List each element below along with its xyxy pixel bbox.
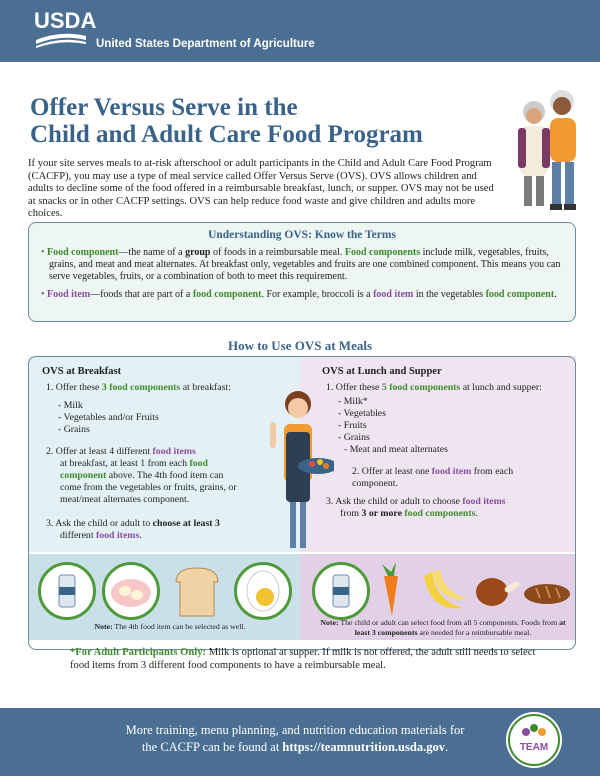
boiled-egg-icon	[234, 562, 292, 620]
term-emphasis: group	[185, 247, 211, 258]
lunch-heading: OVS at Lunch and Supper	[322, 366, 442, 377]
step-text: 1. Offer these	[46, 382, 102, 393]
step-components: food component	[60, 458, 208, 481]
step-text: 1. Offer these	[326, 382, 382, 393]
list-item: - Fruits	[338, 420, 367, 431]
chicken-leg-icon	[468, 562, 526, 620]
step-text: at lunch and supper:	[460, 382, 542, 393]
intro-paragraph: If your site serves meals to at-risk afterschool or adult participants in the Child and Adult Care Food Program (CACFP), you may use a type of meal service called Offer Versus Serve (OVS). OVS allows children and adults to decline some of the food offered in a reimbursable breakfast, lunch, or supper. OVS may not be used at snacks or in other CACFP settings. OVS can help reduce food waste and give children and adults more choices.	[28, 158, 494, 219]
step-text: above. The 4th food item can come from the vegetables or fruits, grains, or meat/meat alternates component.	[60, 470, 237, 505]
usda-wordmark: USDA	[34, 8, 97, 33]
team-nutrition-badge-icon	[506, 712, 562, 768]
breakfast-step-2	[46, 446, 246, 506]
step-text: at breakfast:	[180, 382, 231, 393]
term-label: Food components	[344, 247, 421, 258]
bullet-icon: •	[41, 289, 48, 300]
step-components: food components	[401, 508, 476, 519]
step-text: 3. Ask the child or adult to choose	[326, 496, 463, 507]
term-label: Food component	[47, 247, 119, 258]
step-components: 3 food components	[101, 382, 181, 393]
adult-note-text: Milk is optional at supper. If milk is not offered, the adult still needs to select food items from 3 different food components to have a reimbursable meal.	[70, 647, 536, 671]
milk-icon	[38, 562, 96, 620]
term-label: food component	[485, 289, 555, 300]
term-label: food component	[192, 289, 262, 300]
step-text: from	[340, 508, 362, 519]
term-text: .	[554, 289, 557, 300]
step-text: at breakfast, at least 1 from each	[60, 458, 190, 469]
carrot-icon	[362, 562, 420, 620]
term-food-item	[39, 289, 569, 301]
breakfast-heading: OVS at Breakfast	[42, 366, 122, 377]
note-label: Note:	[320, 618, 339, 627]
department-name: United States Department of Agriculture	[96, 38, 315, 50]
step-text: 3. Ask the child or adult to	[46, 518, 153, 529]
list-item: - Milk*	[338, 396, 368, 407]
step-emphasis: 3 or more	[361, 508, 402, 519]
bananas-icon	[414, 562, 472, 620]
breakfast-note	[60, 622, 280, 632]
lunch-components-list	[338, 396, 538, 456]
step-text: 2. Offer at least 4 different	[46, 446, 153, 457]
terms-list	[39, 247, 569, 307]
term-text: in the vegetables	[413, 289, 486, 300]
note-emphasis: at least 3 components	[354, 618, 566, 637]
step-text: from each component.	[352, 466, 514, 489]
step-text: .	[139, 530, 142, 541]
term-label: Food item	[47, 289, 91, 300]
lunch-note	[312, 618, 574, 637]
breakfast-step-1	[46, 382, 246, 394]
breakfast-step-3	[46, 518, 256, 542]
lunch-step-2	[352, 466, 552, 490]
term-text: —the name of a	[118, 247, 186, 258]
list-item: - Milk	[58, 400, 83, 411]
server-woman-illustration	[262, 386, 334, 556]
terms-title: Understanding OVS: Know the Terms	[208, 229, 396, 241]
footer-text	[60, 722, 530, 756]
page-title	[30, 94, 500, 148]
footer-line-1: More training, menu planning, and nutrition education materials for	[125, 723, 465, 737]
list-item: - Meat and meat alternates	[344, 444, 448, 455]
footer-line-2: the CACFP can be found at	[141, 740, 283, 754]
seniors-illustration	[506, 86, 590, 216]
note-text: The 4th food item can be selected as well.	[112, 622, 246, 631]
term-food-component	[39, 247, 569, 283]
footer-line-2-end: .	[444, 740, 449, 754]
note-text: are needed for a reimbursable meal.	[417, 627, 532, 637]
step-text: different	[60, 530, 96, 541]
note-label: Note:	[94, 622, 113, 631]
term-text: —foods that are part of a	[90, 289, 193, 300]
breakfast-components-list	[58, 400, 238, 436]
how-to-title: How to Use OVS at Meals	[227, 338, 373, 353]
term-label: food item	[373, 289, 414, 300]
term-text: of foods in a reimbursable meal.	[210, 247, 345, 258]
team-badge-label: TEAM	[519, 742, 549, 753]
terms-box	[28, 222, 576, 322]
adult-note-label: *For Adult Participants Only:	[70, 647, 207, 658]
eggs-plate-icon	[102, 562, 160, 620]
footer-link[interactable]: https://teamnutrition.usda.gov	[282, 740, 445, 754]
step-items: food items	[96, 530, 140, 541]
list-item: - Vegetables and/or Fruits	[58, 412, 159, 423]
step-emphasis: choose at least 3	[152, 518, 220, 529]
step-items: food items	[152, 446, 196, 457]
adult-participants-note	[70, 646, 540, 672]
term-text: . For example, broccoli is a	[261, 289, 374, 300]
term-text: include milk, vegetables, fruits, grains, and meat and meat alternates. At breakfast only, vegetables and fruits are one combined component. This means you can serve vegetables, fruits, or a combination of both to meet this requirement.	[49, 247, 561, 282]
bullet-icon: •	[41, 247, 48, 258]
lunch-step-1	[326, 382, 566, 394]
bread-loaf-icon	[522, 572, 572, 612]
title-line-1: Offer Versus Serve in the	[30, 94, 298, 121]
note-text: The child or adult can select food from all 5 components. Foods from	[338, 618, 560, 627]
step-components: 5 food components	[381, 382, 461, 393]
step-text: 2. Offer at least one	[352, 466, 432, 477]
step-items: food items	[462, 496, 506, 507]
list-item: - Vegetables	[338, 408, 386, 419]
step-text: .	[475, 508, 478, 519]
lunch-step-3	[326, 496, 566, 520]
bread-icon	[168, 562, 226, 620]
step-items: food item	[431, 466, 472, 477]
list-item: - Grains	[58, 424, 90, 435]
title-line-2: Child and Adult Care Food Program	[30, 121, 423, 148]
list-item: - Grains	[338, 432, 370, 443]
